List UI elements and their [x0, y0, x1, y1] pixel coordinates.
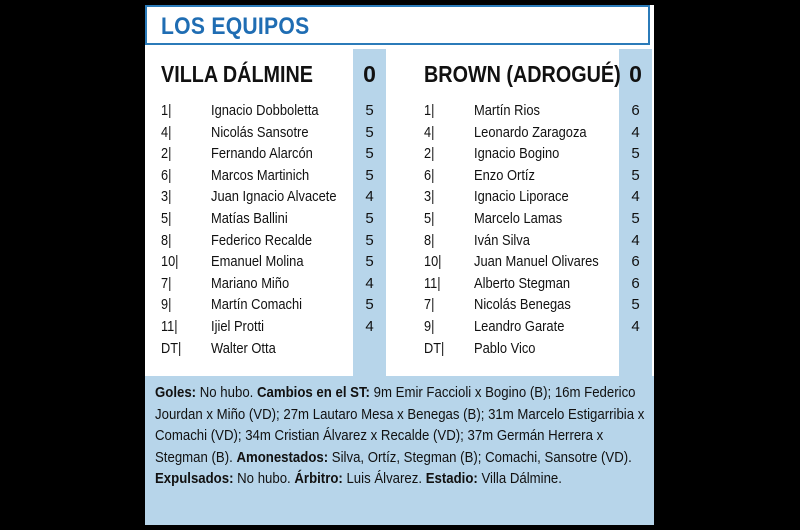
player-position: 6| — [161, 166, 172, 184]
player-name: Fernando Alarcón — [211, 145, 313, 163]
player-name: Ijiel Protti — [211, 317, 265, 335]
player-row — [145, 275, 400, 297]
player-position: 8| — [161, 231, 172, 249]
player-position: 9| — [161, 296, 172, 314]
player-position: 2| — [424, 145, 435, 163]
player-rating: 4 — [365, 317, 374, 335]
player-position: 7| — [424, 296, 435, 314]
player-rating: 5 — [365, 253, 374, 271]
player-row — [410, 340, 654, 362]
player-rating: 5 — [365, 102, 374, 119]
player-name: Leonardo Zaragoza — [474, 123, 587, 141]
detail-label: Expulsados: — [155, 470, 234, 487]
player-rating: 4 — [365, 274, 374, 292]
player-name: Federico Recalde — [211, 231, 313, 249]
home-team-name: VILLA DÁLMINE — [161, 61, 314, 87]
match-details-text — [155, 382, 648, 490]
player-name: Alberto Stegman — [474, 274, 571, 292]
player-row — [145, 296, 400, 318]
player-position: 2| — [161, 145, 172, 163]
player-position: 4| — [161, 123, 172, 141]
section-title: LOS EQUIPOS — [161, 13, 310, 40]
detail-label: Amonestados: — [236, 448, 329, 466]
player-row — [145, 210, 400, 232]
away-player-list — [410, 102, 654, 361]
player-rating: 5 — [631, 209, 640, 227]
player-row — [410, 296, 654, 318]
player-rating: 4 — [631, 188, 640, 206]
detail-text: No hubo. — [196, 384, 257, 401]
player-position: DT| — [424, 339, 445, 357]
player-position: 8| — [424, 231, 435, 249]
player-name: Nicolás Benegas — [474, 296, 571, 314]
player-rating: 5 — [631, 145, 640, 163]
player-name: Enzo Ortíz — [474, 166, 535, 184]
player-row — [145, 145, 400, 167]
detail-text: Villa Dálmine. — [477, 470, 562, 487]
home-player-list — [145, 102, 400, 361]
player-name: Matías Ballini — [211, 209, 288, 227]
player-rating: 5 — [365, 166, 374, 184]
player-position: 5| — [161, 209, 172, 227]
player-name: Ignacio Liporace — [474, 188, 569, 206]
player-name: Walter Otta — [211, 339, 276, 357]
player-rating: 5 — [365, 296, 374, 314]
away-team-name: BROWN (ADROGUÉ) — [424, 61, 621, 87]
detail-label: Árbitro: — [294, 470, 343, 487]
player-row — [410, 145, 654, 167]
player-position: 5| — [424, 209, 435, 227]
player-name: Martín Comachi — [211, 296, 303, 314]
player-position: 3| — [424, 188, 435, 206]
player-row — [410, 318, 654, 340]
player-rating: 5 — [365, 209, 374, 227]
player-name: Leandro Garate — [474, 317, 565, 335]
match-details-panel — [145, 376, 654, 525]
player-rating: 5 — [631, 296, 640, 314]
player-name: Martín Rios — [474, 102, 540, 119]
detail-text: Silva, Ortíz, Stegman (B); Comachi, Sansotre (VD). — [328, 448, 632, 466]
player-row — [410, 188, 654, 210]
player-position: 10| — [424, 253, 442, 271]
player-position: DT| — [161, 339, 182, 357]
player-position: 10| — [161, 253, 179, 271]
player-rating: 6 — [631, 253, 640, 271]
player-row — [410, 124, 654, 146]
player-position: 3| — [161, 188, 172, 206]
header-box — [145, 5, 650, 45]
player-position: 11| — [161, 317, 178, 335]
player-rating: 6 — [631, 102, 640, 119]
player-row — [410, 210, 654, 232]
player-position: 1| — [161, 102, 172, 119]
player-rating: 5 — [365, 145, 374, 163]
detail-text: Luis Álvarez. — [342, 470, 426, 487]
player-row — [145, 102, 400, 124]
player-rating: 4 — [631, 317, 640, 335]
player-name: Marcos Martinich — [211, 166, 310, 184]
player-position: 9| — [424, 317, 435, 335]
player-row — [410, 167, 654, 189]
player-name: Iván Silva — [474, 231, 530, 249]
player-position: 7| — [161, 274, 172, 292]
player-rating: 5 — [365, 231, 374, 249]
player-name: Pablo Vico — [474, 339, 536, 357]
detail-text: No hubo. — [233, 470, 295, 487]
player-name: Juan Manuel Olivares — [474, 253, 599, 271]
player-row — [410, 275, 654, 297]
player-position: 11| — [424, 274, 441, 292]
player-position: 1| — [424, 102, 435, 119]
player-name: Nicolás Sansotre — [211, 123, 309, 141]
player-row — [410, 232, 654, 254]
player-row — [145, 318, 400, 340]
player-rating: 6 — [631, 274, 640, 292]
detail-label: Goles: — [155, 384, 197, 401]
away-team-score: 0 — [629, 61, 642, 87]
player-rating: 4 — [631, 123, 640, 141]
player-name: Ignacio Bogino — [474, 145, 560, 163]
player-position: 4| — [424, 123, 435, 141]
player-position: 6| — [424, 166, 435, 184]
player-rating: 4 — [631, 231, 640, 249]
player-rating: 5 — [365, 123, 374, 141]
home-team-score: 0 — [363, 61, 376, 87]
player-name: Mariano Miño — [211, 274, 290, 292]
player-name: Juan Ignacio Alvacete — [211, 188, 337, 206]
player-name: Ignacio Dobboletta — [211, 102, 319, 119]
away-team-panel — [410, 49, 654, 379]
home-team-panel — [145, 49, 400, 379]
player-row — [145, 124, 400, 146]
player-row — [145, 188, 400, 210]
detail-label: Cambios en el ST: — [256, 384, 370, 401]
player-row — [145, 340, 400, 362]
player-name: Marcelo Lamas — [474, 209, 563, 227]
match-lineups-card — [145, 5, 654, 525]
player-row — [410, 102, 654, 124]
player-rating: 4 — [365, 188, 374, 206]
player-row — [145, 253, 400, 275]
player-rating: 5 — [631, 166, 640, 184]
player-row — [145, 232, 400, 254]
player-row — [145, 167, 400, 189]
detail-text: 9m Emir Faccioli x Bogino (B); 16m Federico Jourdan x Miño (VD); 27m Lautaro Mesa x Benegas (B); 31m Marcelo Estigarribia x Comachi (VD); 34m Cristian Álvarez x Recalde (VD); 37m Germán Herrera x Stegman (B). — [155, 384, 645, 466]
detail-label: Estadio: — [425, 470, 478, 487]
player-row — [410, 253, 654, 275]
player-name: Emanuel Molina — [211, 253, 304, 271]
